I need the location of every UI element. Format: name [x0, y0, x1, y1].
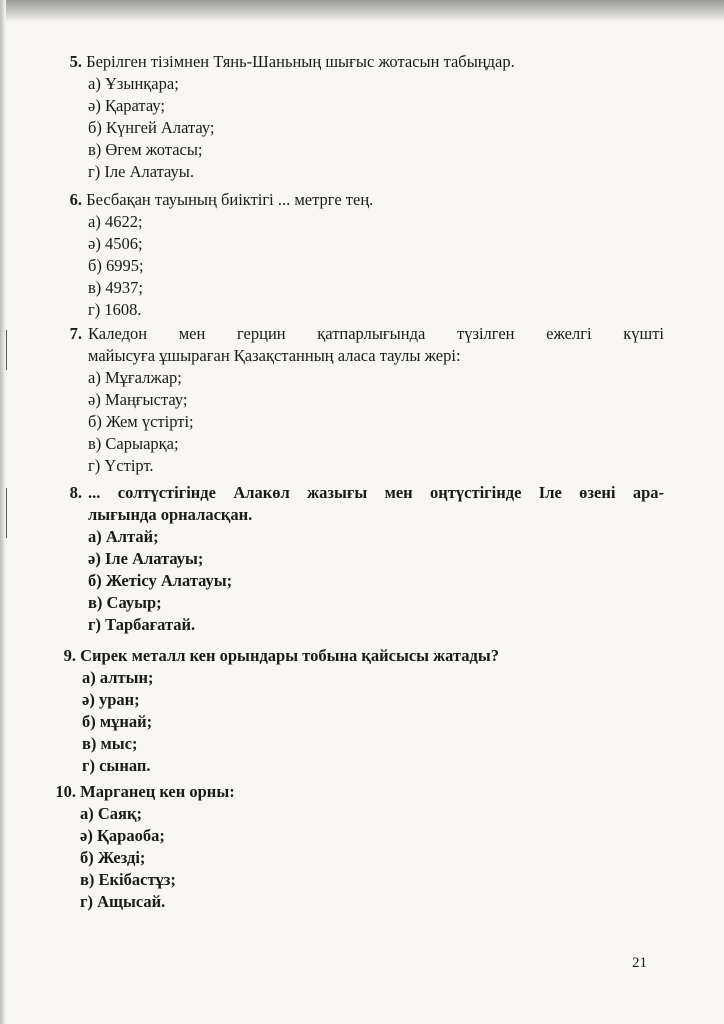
question-line: Марганец кен орны: [80, 782, 235, 801]
question-number: 5. [69, 52, 82, 71]
question-number: 7. [69, 324, 82, 343]
question-text [64, 51, 664, 73]
answer-option: в) Сарыарқа; [88, 434, 179, 453]
answer-option: в) 4937; [88, 278, 143, 297]
margin-mark [6, 330, 7, 370]
question-10 [48, 781, 648, 913]
question-line: ... солтүстігінде Алакөл жазығы мен оңтүстігінде Іле өзені ара- [88, 483, 664, 502]
answer-list [80, 803, 648, 913]
answer-option: а) Саяқ; [80, 804, 142, 823]
question-line: лығында орналасқан. [88, 505, 253, 524]
question-line: Каледон мен герцин қатпарлығында түзілген ежелгі күшті [88, 324, 664, 343]
answer-option: а) алтын; [82, 668, 154, 687]
answer-option: б) Жем үстірті; [88, 412, 194, 431]
question-8 [64, 482, 664, 636]
answer-option: б) Жетісу Алатауы; [88, 571, 233, 590]
answer-option: а) Мұғалжар; [88, 368, 182, 387]
question-number: 6. [69, 190, 82, 209]
answer-option: б) Жезді; [80, 848, 146, 867]
answer-option: ә) уран; [82, 690, 140, 709]
page-number: 21 [632, 955, 647, 971]
question-7 [64, 323, 664, 477]
answer-option: г) Тарбағатай. [88, 615, 196, 634]
answer-option: б) мұнай; [82, 712, 153, 731]
answer-option: ә) Қараоба; [80, 826, 165, 845]
answer-option: ә) Маңғыстау; [88, 390, 188, 409]
question-5 [64, 51, 664, 183]
answer-option: а) 4622; [88, 212, 143, 231]
question-6 [64, 189, 664, 321]
answer-list [88, 367, 664, 477]
answer-list [88, 211, 664, 321]
question-number: 10. [55, 782, 76, 801]
answer-option: в) Екібастұз; [80, 870, 176, 889]
answer-list [88, 73, 664, 183]
question-line: майысуға ұшыраған Қазақстанның аласа таулы жері: [88, 346, 461, 365]
answer-list [88, 526, 664, 636]
answer-option: г) Іле Алатауы. [88, 162, 194, 181]
question-line: Берілген тізімнен Тянь-Шаньның шығыс жотасын табыңдар. [86, 52, 515, 71]
answer-option: ә) 4506; [88, 234, 143, 253]
answer-option: б) Күнгей Алатау; [88, 118, 215, 137]
question-text [48, 781, 648, 803]
answer-option: в) Өгем жотасы; [88, 140, 203, 159]
question-line: Бесбақан тауының биіктігі ... метрге тең. [86, 190, 374, 209]
margin-mark [6, 488, 7, 538]
question-text [64, 482, 664, 504]
answer-option: г) Үстірт. [88, 456, 154, 475]
question-text [58, 645, 658, 667]
answer-option: а) Ұзынқара; [88, 74, 179, 93]
answer-option: ә) Қаратау; [88, 96, 165, 115]
answer-option: а) Алтай; [88, 527, 159, 546]
question-text [64, 189, 664, 211]
answer-option: б) 6995; [88, 256, 144, 275]
answer-option: в) мыс; [82, 734, 138, 753]
answer-list [82, 667, 658, 777]
answer-option: г) Ащысай. [80, 892, 166, 911]
question-number: 8. [69, 483, 82, 502]
answer-option: ә) Іле Алатауы; [88, 549, 204, 568]
question-9 [58, 645, 658, 777]
question-number: 9. [63, 646, 76, 665]
question-text [64, 323, 664, 345]
answer-option: г) сынап. [82, 756, 151, 775]
answer-option: г) 1608. [88, 300, 142, 319]
page-top-shadow [0, 0, 724, 22]
question-line: Сирек металл кен орындары тобына қайсысы жатады? [80, 646, 500, 665]
answer-option: в) Сауыр; [88, 593, 162, 612]
